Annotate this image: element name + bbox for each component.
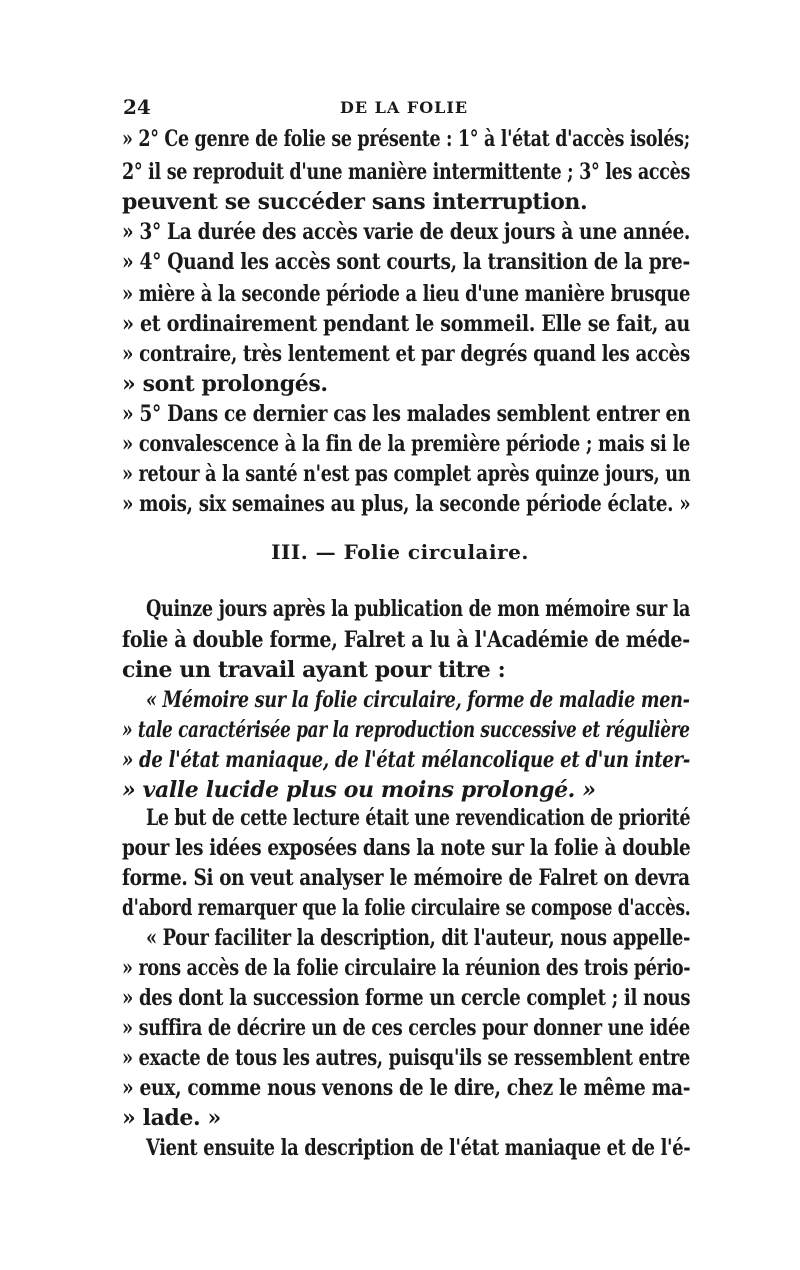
text-line: » retour à la santé n'est pas complet après quinze jours, un bbox=[122, 461, 691, 487]
text-line: » exacte de tous les autres, puisqu'ils se ressemblent entre bbox=[122, 1045, 690, 1071]
text-line: » lade. » bbox=[122, 1105, 221, 1131]
text-line: » suffira de décrire un de ces cercles pour donner une idée bbox=[122, 1015, 690, 1041]
text-line: » sont prolongés. bbox=[122, 371, 328, 397]
text-line: pour les idées exposées dans la note sur la folie à double bbox=[122, 835, 691, 861]
text-line: « Pour faciliter la description, dit l'auteur, nous appelle- bbox=[146, 925, 691, 951]
text-line: » mois, six semaines au plus, la seconde période éclate. » bbox=[122, 491, 691, 517]
text-line: Quinze jours après la publication de mon mémoire sur la bbox=[146, 596, 691, 622]
page-number: 24 bbox=[123, 95, 151, 119]
text-line: peuvent se succéder sans interruption. bbox=[122, 189, 588, 215]
quoted-title-line: « Mémoire sur la folie circulaire, forme de maladie men- bbox=[146, 687, 690, 713]
text-line: » des dont la succession forme un cercle complet ; il nous bbox=[122, 985, 691, 1011]
text-line: cine un travail ayant pour titre : bbox=[122, 657, 506, 683]
text-line: Le but de cette lecture était une revendication de priorité bbox=[146, 805, 691, 831]
text-line: » mière à la seconde période a lieu d'une manière brusque bbox=[122, 281, 691, 307]
text-line: » eux, comme nous venons de le dire, chez le même ma- bbox=[122, 1075, 691, 1101]
text-line: » 2° Ce genre de folie se présente : 1° à l'état d'accès isolés; bbox=[122, 126, 690, 152]
quoted-title-line: » de l'état maniaque, de l'état mélancolique et d'un inter- bbox=[122, 747, 690, 773]
section-heading: III. — Folie circulaire. bbox=[271, 540, 529, 564]
text-line: » rons accès de la folie circulaire la réunion des trois pério- bbox=[122, 955, 691, 981]
text-line: 2° il se reproduit d'une manière intermittente ; 3° les accès bbox=[122, 159, 691, 185]
text-line: Vient ensuite la description de l'état maniaque et de l'é- bbox=[146, 1135, 691, 1161]
text-line: » convalescence à la fin de la première période ; mais si le bbox=[122, 431, 691, 457]
running-title: DE LA FOLIE bbox=[340, 98, 469, 117]
text-line: forme. Si on veut analyser le mémoire de Falret on devra bbox=[122, 865, 690, 891]
quoted-title-line: » tale caractérisée par la reproduction successive et régulière bbox=[122, 717, 690, 743]
text-line: » contraire, très lentement et par degrés quand les accès bbox=[122, 341, 690, 367]
text-line: folie à double forme, Falret a lu à l'Académie de méde- bbox=[122, 627, 690, 653]
text-line: d'abord remarquer que la folie circulaire se compose d'accès. bbox=[122, 895, 691, 921]
text-line: » et ordinairement pendant le sommeil. Elle se fait, au bbox=[122, 311, 691, 337]
text-line: » 3° La durée des accès varie de deux jours à une année. bbox=[122, 219, 691, 245]
text-line: » 4° Quand les accès sont courts, la transition de la pre- bbox=[122, 249, 690, 275]
text-line: » 5° Dans ce dernier cas les malades semblent entrer en bbox=[122, 401, 691, 427]
quoted-title-line: » valle lucide plus ou moins prolongé. » bbox=[122, 777, 596, 803]
